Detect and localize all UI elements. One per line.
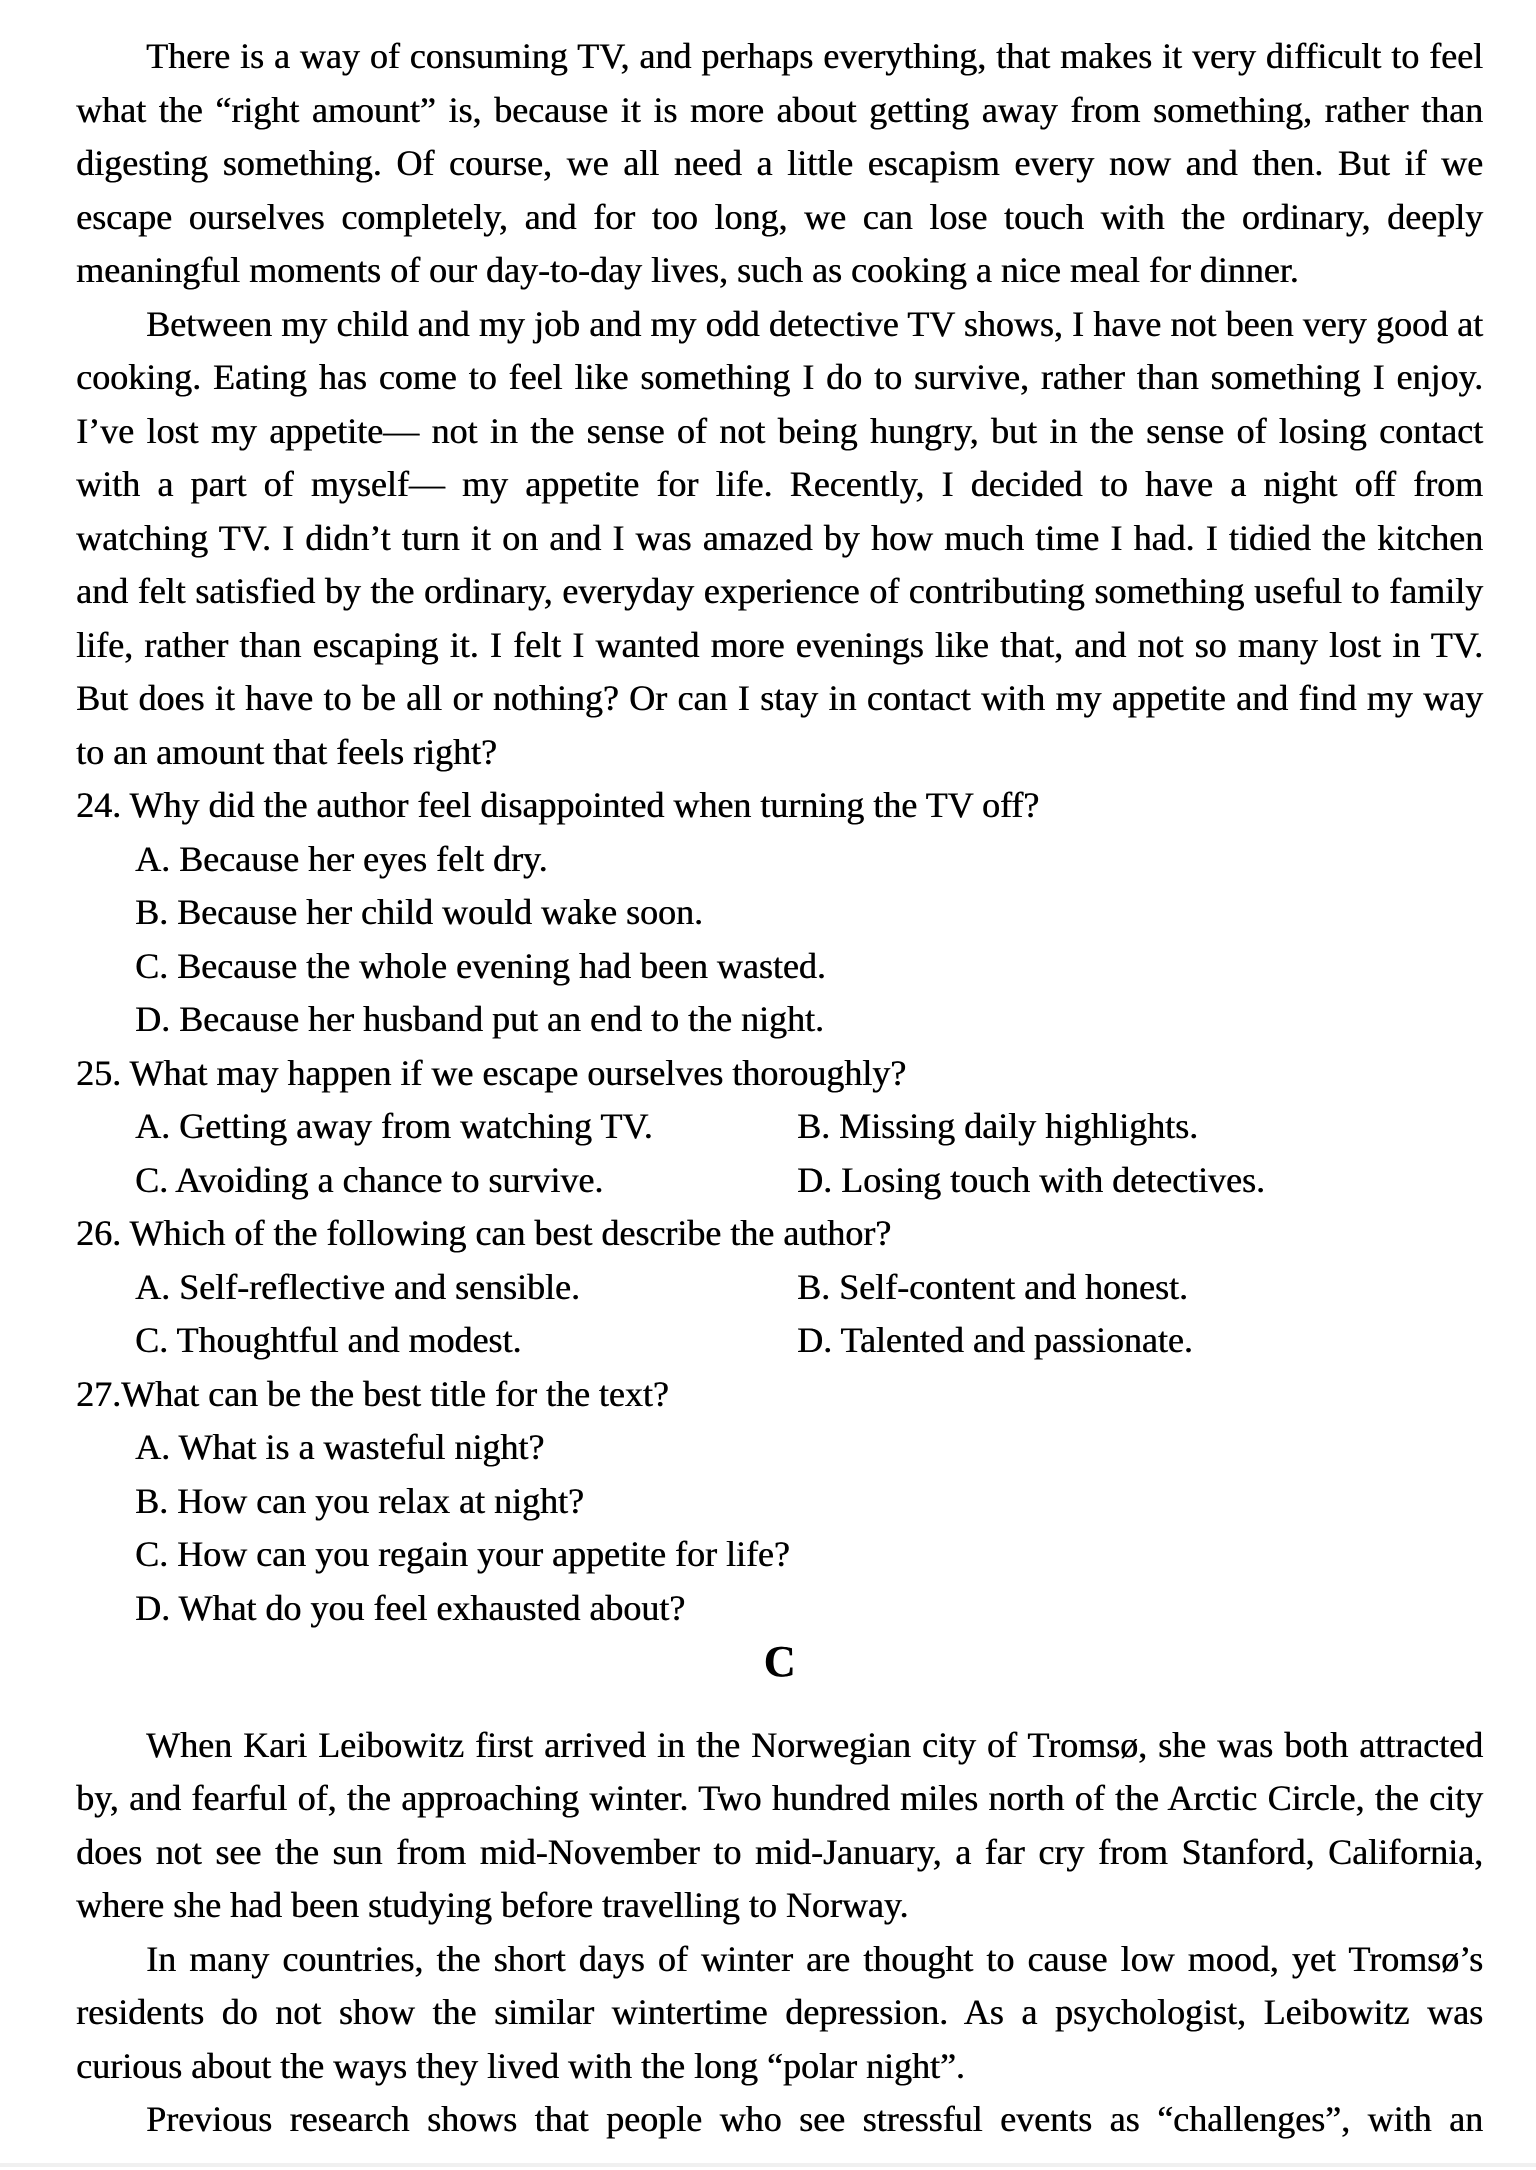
question-24-option-b: B. Because her child would wake soon.: [135, 892, 703, 932]
passage-c-paragraph-1: When Kari Leibowitz first arrived in the Norwegian city of Tromsø, she was both attracted by, and fearful of, the approaching winter. Two hundred miles north of the Arctic Circle, the city does not see the sun from mid-November to mid-January, a far cry from Stanford, California, where she had been studying before travelling to Norway.: [76, 1724, 1483, 1925]
question-24-option-c: C. Because the whole evening had been wasted.: [135, 945, 826, 986]
question-25-option-b: B. Missing daily highlights.: [797, 1106, 1199, 1146]
exam-page: [76, 30, 1483, 2147]
question-27-option-a: A. What is a wasteful night?: [135, 1427, 545, 1467]
question-24-option-d: D. Because her husband put an end to the night.: [135, 999, 824, 1039]
question-25-option-d: D. Losing touch with detectives.: [797, 1159, 1265, 1200]
question-27-option-b: B. How can you relax at night?: [135, 1480, 584, 1521]
question-27-option-d: D. What do you feel exhausted about?: [135, 1587, 686, 1628]
passage-b-paragraph-1: There is a way of consuming TV, and perhaps everything, that makes it very difficult to feel what the “right amount” is, because it is more about getting away from something, rather than digesting something. Of course, we all need a little escapism every now and then. But if we escape ourselves completely, and for too long, we can lose touch with the ordinary, deeply meaningful moments of our day-to-day lives, such as cooking a nice meal for dinner.: [76, 36, 1483, 290]
passage-c-paragraph-3: Previous research shows that people who see stressful events as “challenges”, with an: [146, 2099, 1483, 2139]
question-25-options-row-1: [76, 1100, 1483, 1154]
question-26: [76, 1207, 1483, 1368]
question-26-options-row-2: [76, 1314, 1483, 1368]
question-26-option-c: C. Thoughtful and modest.: [135, 1320, 522, 1360]
question-27-text: 27.What can be the best title for the text?: [76, 1373, 669, 1414]
passage-b-paragraph-2: Between my child and my job and my odd detective TV shows, I have not been very good at cooking. Eating has come to feel like something I do to survive, rather than something I enjoy. I’ve lost my appetite— not in the sense of not being hungry, but in the sense of losing contact with a part of myself— my appetite for life. Recently, I decided to have a night off from watching TV. I didn’t turn it on and I was amazed by how much time I had. I tidied the kitchen and felt satisfied by the ordinary, everyday experience of contributing something useful to family life, rather than escaping it. I felt I wanted more evenings like that, and not so many lost in TV. But does it have to be all or nothing? Or can I stay in contact with my appetite and find my way to an amount that feels right?: [76, 303, 1483, 772]
question-24: [76, 779, 1483, 1047]
question-25-options-row-2: [76, 1154, 1483, 1208]
scan-artifact-line: [0, 2163, 1536, 2167]
question-26-option-b: B. Self-content and honest.: [797, 1266, 1188, 1307]
question-24-text: 24. Why did the author feel disappointed when turning the TV off?: [76, 785, 1040, 825]
question-26-text: 26. Which of the following can best describe the author?: [76, 1213, 892, 1253]
question-26-option-a: A. Self-reflective and sensible.: [135, 1266, 580, 1307]
question-27: [76, 1368, 1483, 1636]
question-26-options-row-1: [76, 1261, 1483, 1315]
question-25-option-a: A. Getting away from watching TV.: [135, 1106, 653, 1146]
question-27-option-c: C. How can you regain your appetite for life?: [135, 1534, 790, 1574]
question-26-option-d: D. Talented and passionate.: [797, 1320, 1193, 1360]
section-c-heading: C: [763, 1637, 796, 1686]
question-25: [76, 1047, 1483, 1208]
passage-c-paragraph-2: In many countries, the short days of winter are thought to cause low mood, yet Tromsø’s residents do not show the similar wintertime depression. As a psychologist, Leibowitz was curious about the ways they lived with the long “polar night”.: [76, 1938, 1483, 2086]
question-25-option-c: C. Avoiding a chance to survive.: [135, 1159, 604, 1200]
question-24-option-a: A. Because her eyes felt dry.: [135, 838, 548, 879]
question-25-text: 25. What may happen if we escape ourselves thoroughly?: [76, 1052, 907, 1093]
